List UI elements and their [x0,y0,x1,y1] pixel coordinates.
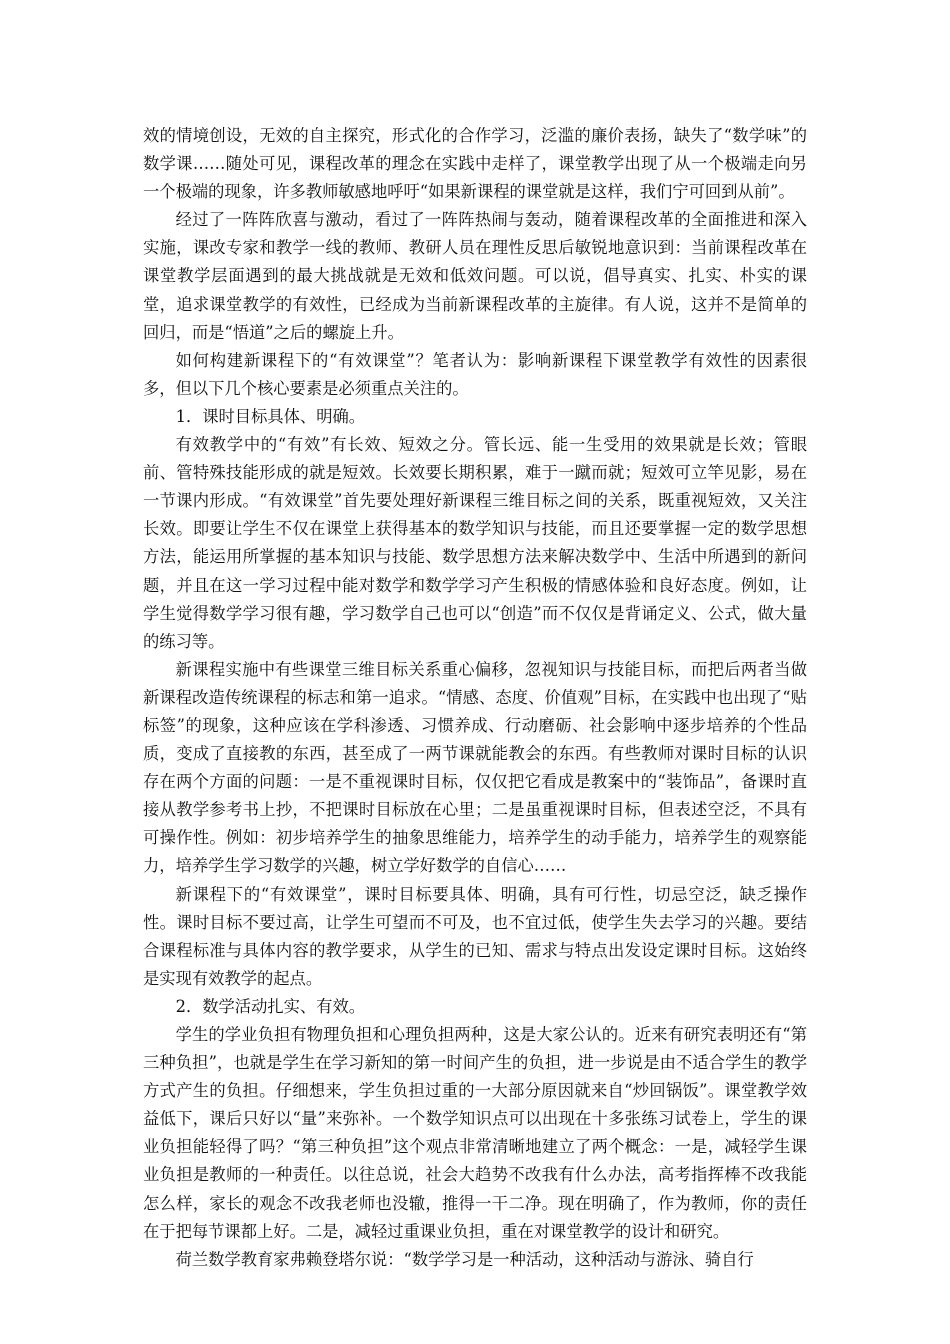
paragraph: 有效教学中的“有效”有长效、短效之分。管长远、能一生受用的效果就是长效；管眼前、管特殊技能形成的就是短效。长效要长期积累，难于一蹴而就；短效可立竿见影，易在一节课内形成。“有效课堂”首先要处理好新课程三维目标之间的关系，既重视短效，又关注长效。即要让学生不仅在课堂上获得基本的数学知识与技能，而且还要掌握一定的数学思想方法，能运用所掌握的基本知识与技能、数学思想方法来解决数学中、生活中所遇到的新问题，并且在这一学习过程中能对数学和数学学习产生积极的情感体验和良好态度。例如，让学生觉得数学学习很有趣，学习数学自己也可以“创造”而不仅仅是背诵定义、公式，做大量的练习等。 [143,435,807,651]
paragraph-continuation: 效的情境创设，无效的自主探究，形式化的合作学习，泛滥的廉价表扬，缺失了“数学味”的数学课……随处可见，课程改革的理念在实践中走样了，课堂教学出现了从一个极端走向另一个极端的现象，许多教师敏感地呼吁“如果新课程的课堂就是这样，我们宁可回到从前”。 [143,126,807,202]
paragraph: 如何构建新课程下的“有效课堂”？笔者认为：影响新课程下课堂教学有效性的因素很多，但以下几个核心要素是必须重点关注的。 [143,350,807,398]
section-heading: 2．数学活动扎实、有效。 [175,996,366,1016]
paragraph: 经过了一阵阵欣喜与激动，看过了一阵阵热闹与轰动，随着课程改革的全面推进和深入实施，课改专家和教学一线的教师、教研人员在理性反思后敏锐地意识到：当前课程改革在课堂教学层面遇到的最大挑战就是无效和低效问题。可以说，倡导真实、扎实、朴实的课堂，追求课堂教学的有效性，已经成为当前新课程改革的主旋律。有人说，这并不是简单的回归，而是“悟道”之后的螺旋上升。 [143,210,807,342]
paragraph: 荷兰数学教育家弗赖登塔尔说：“数学学习是一种活动，这种活动与游泳、骑自行 [175,1249,754,1269]
paragraph: 新课程下的“有效课堂”，课时目标要具体、明确，具有可行性，切忌空泛，缺乏操作性。课时目标不要过高，让学生可望而不可及，也不宜过低，使学生失去学习的兴趣。要结合课程标准与具体内容的教学要求，从学生的已知、需求与特点出发设定课时目标。这始终是实现有效教学的起点。 [143,884,807,988]
paragraph: 新课程实施中有些课堂三维目标关系重心偏移，忽视知识与技能目标，而把后两者当做新课程改造传统课程的标志和第一追求。“情感、态度、价值观”目标，在实践中也出现了“贴标签”的现象，这种应该在学科渗透、习惯养成、行动磨砺、社会影响中逐步培养的个性品质，变成了直接教的东西，甚至成了一两节课就能教会的东西。有些教师对课时目标的认识存在两个方面的问题：一是不重视课时目标，仅仅把它看成是教案中的“装饰品”，备课时直接从教学参考书上抄，不把课时目标放在心里；二是虽重视课时目标，但表述空泛，不具有可操作性。例如：初步培养学生的抽象思维能力，培养学生的动手能力，培养学生的观察能力，培养学生学习数学的兴趣，树立学好数学的自信心…… [143,659,807,876]
paragraph: 学生的学业负担有物理负担和心理负担两种，这是大家公认的。近来有研究表明还有“第三种负担”，也就是学生在学习新知的第一时间产生的负担，进一步说是由不适合学生的教学方式产生的负担。仔细想来，学生负担过重的一大部分原因就来自“炒回锅饭”。课堂教学效益低下，课后只好以“量”来弥补。一个数学知识点可以出现在十多张练习试卷上，学生的课业负担能轻得了吗？“第三种负担”这个观点非常清晰地建立了两个概念：一是，减轻学生课业负担是教师的一种责任。以往总说，社会大趋势不改我有什么办法，高考指挥棒不改我能怎么样，家长的观念不改我老师也没辙，推得一干二净。现在明确了，作为教师，你的责任在于把每节课都上好。二是，减轻过重课业负担，重在对课堂教学的设计和研究。 [143,1025,807,1241]
section-heading: 1．课时目标具体、明确。 [175,406,366,426]
article-body [143,122,807,1274]
